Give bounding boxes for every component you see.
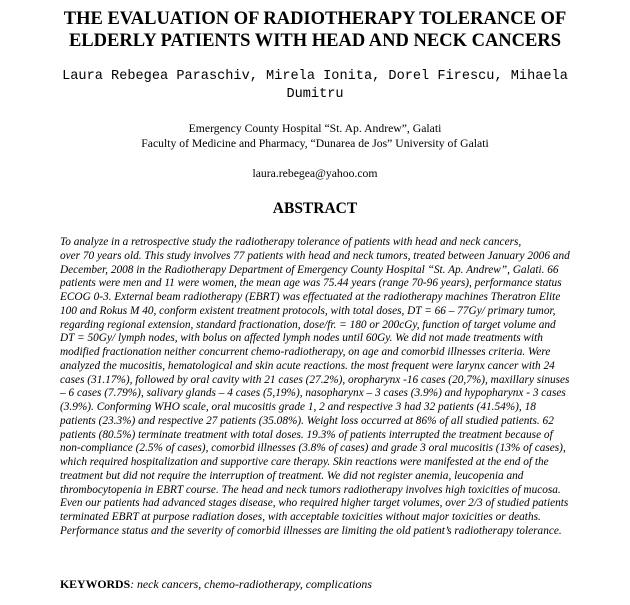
abstract-line: 100 and Rokus M 40, conform existent treatment protocols, with total doses, DT = 66 – 77Gy/ primary tumor,	[60, 304, 556, 317]
abstract-line: cases (31.17%), followed by oral cavity with 21 cases (27.2%), oropharynx -16 cases (20,7%), maxillary sinuses	[60, 373, 570, 386]
affiliation-university: Faculty of Medicine and Pharmacy, “Dunarea de Jos” University of Galati	[141, 137, 489, 150]
author-list	[18, 68, 612, 104]
author-list-line-2: Dumitru	[286, 87, 344, 102]
abstract-line: ECOG 0-3. External beam radiotherapy (EBRT) was effectuated at the radiotherapy machines Theratron Elite	[60, 291, 561, 303]
abstract-line: Even our patients had advanced stages disease, who required higher target volumes, over 2/3 of studied patients	[60, 497, 569, 510]
paper-title-line-2: ELDERLY PATIENTS WITH HEAD AND NECK CANCERS	[68, 31, 562, 51]
affiliation-hospital: Emergency County Hospital “St. Ap. Andrew”, Galati	[188, 122, 442, 135]
affiliations	[20, 121, 610, 151]
abstract-line: analyzed the mucositis, hematological and skin acute reactions. the most frequent were larynx cancer with 24	[60, 359, 555, 372]
abstract-line: – 6 cases (7.79%), salivary glands – 4 cases (5,19%), nasopharynx – 3 cases (3.9%) and hypopharynx - 3 cases	[60, 387, 566, 400]
abstract-line: non-compliance (2.5% of cases), comorbid illnesses (3.8% of cases) and grade 3 oral mucositis (13% of cases),	[60, 442, 566, 455]
keywords	[60, 577, 612, 591]
abstract-line: DT = 50Gy/ lymph nodes, with bolus on affected lymph nodes until 60Gy. We did not made treatments with	[60, 332, 543, 345]
keywords-text: : neck cancers, chemo-radiotherapy, complications	[130, 577, 372, 591]
abstract-line: treatment but did not require the interruption of treatment. We did not register anemia, leucopenia and	[60, 469, 524, 482]
abstract-line: which required hospitalization and supportive care therapy. Skin reactions were manifested at the end of the	[60, 456, 549, 468]
abstract-line: over 70 years old. This study involves 77 patients with head and neck tumors, treated between January 2006 and	[60, 249, 570, 262]
paper-title	[20, 8, 610, 52]
abstract-line: patients were men and 11 were women, the mean age was 75.44 years (range 70-96 years), performance status	[60, 277, 562, 290]
author-list-line-1: Laura Rebegea Paraschiv, Mirela Ionita, Dorel Firescu, Mihaela	[62, 69, 568, 84]
keywords-label: KEYWORDS	[60, 577, 131, 591]
abstract-line: thrombocytopenia in EBRT course. The head and neck tumors radiotherapy involves high toxicities of mucosa.	[60, 483, 561, 496]
abstract-line: terminated EBRT at purpose radiation doses, with acceptable toxicities without major toxicities or deaths.	[60, 511, 541, 523]
contact-email: laura.rebegea@yahoo.com	[252, 167, 378, 180]
abstract-line: Performance status and the severity of comorbid illnesses are limiting the old patient’s radiotherapy tolerance.	[60, 524, 562, 537]
abstract-heading: ABSTRACT	[272, 200, 358, 217]
abstract-line: regarding regional extension, standard fractionation, dose/fr. = 180 or 200cGy, function of target volume and	[60, 318, 556, 331]
abstract-line: December, 2008 in the Radiotherapy Department of Emergency County Hospital “St. Ap. Andrew”, Galati. 66	[60, 263, 559, 276]
abstract-line: To analyze in a retrospective study the radiotherapy tolerance of patients with head and neck cancers,	[60, 236, 522, 248]
abstract-line: (3.9%). Conforming WHO scale, oral mucositis grade 1, 2 and respective 3 had 32 patients (41.54%), 18	[60, 401, 536, 413]
paper-title-line-1: THE EVALUATION OF RADIOTHERAPY TOLERANCE OF	[63, 9, 567, 29]
abstract-line: patients (23.3%) and respective 27 patients (35.08%). Weight loss occurred at 86% of all studied patients. 62	[60, 414, 554, 427]
abstract-body	[60, 236, 612, 539]
abstract-line: patients (80.5%) terminate treatment with total doses. 19.3% of patients interrupted the treatment because of	[60, 428, 553, 441]
abstract-line: modified fractionation neither concurrent chemo-radiotherapy, on age and comorbid illnesses criteria. Were	[60, 346, 551, 358]
